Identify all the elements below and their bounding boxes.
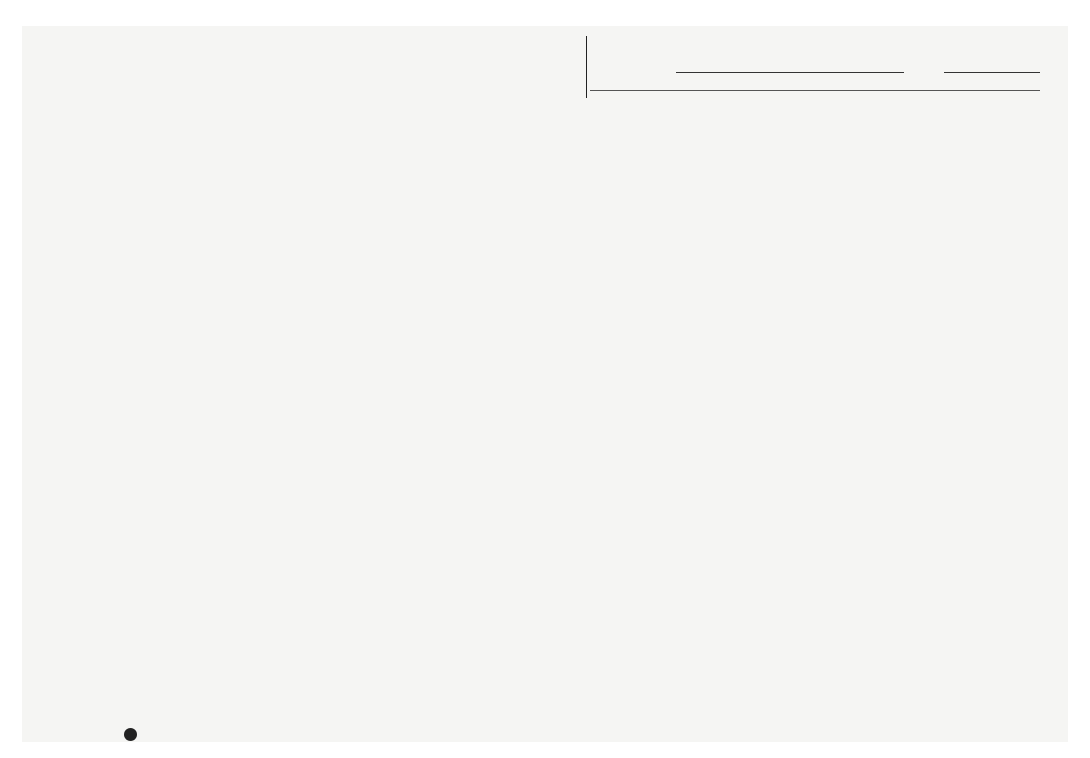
form-paper <box>22 26 1068 742</box>
cbs-logo-icon <box>124 728 137 741</box>
gemeente-underline <box>676 72 904 73</box>
header-divider <box>586 36 587 98</box>
header-rule <box>590 90 1040 91</box>
prov-underline <box>944 72 1040 73</box>
